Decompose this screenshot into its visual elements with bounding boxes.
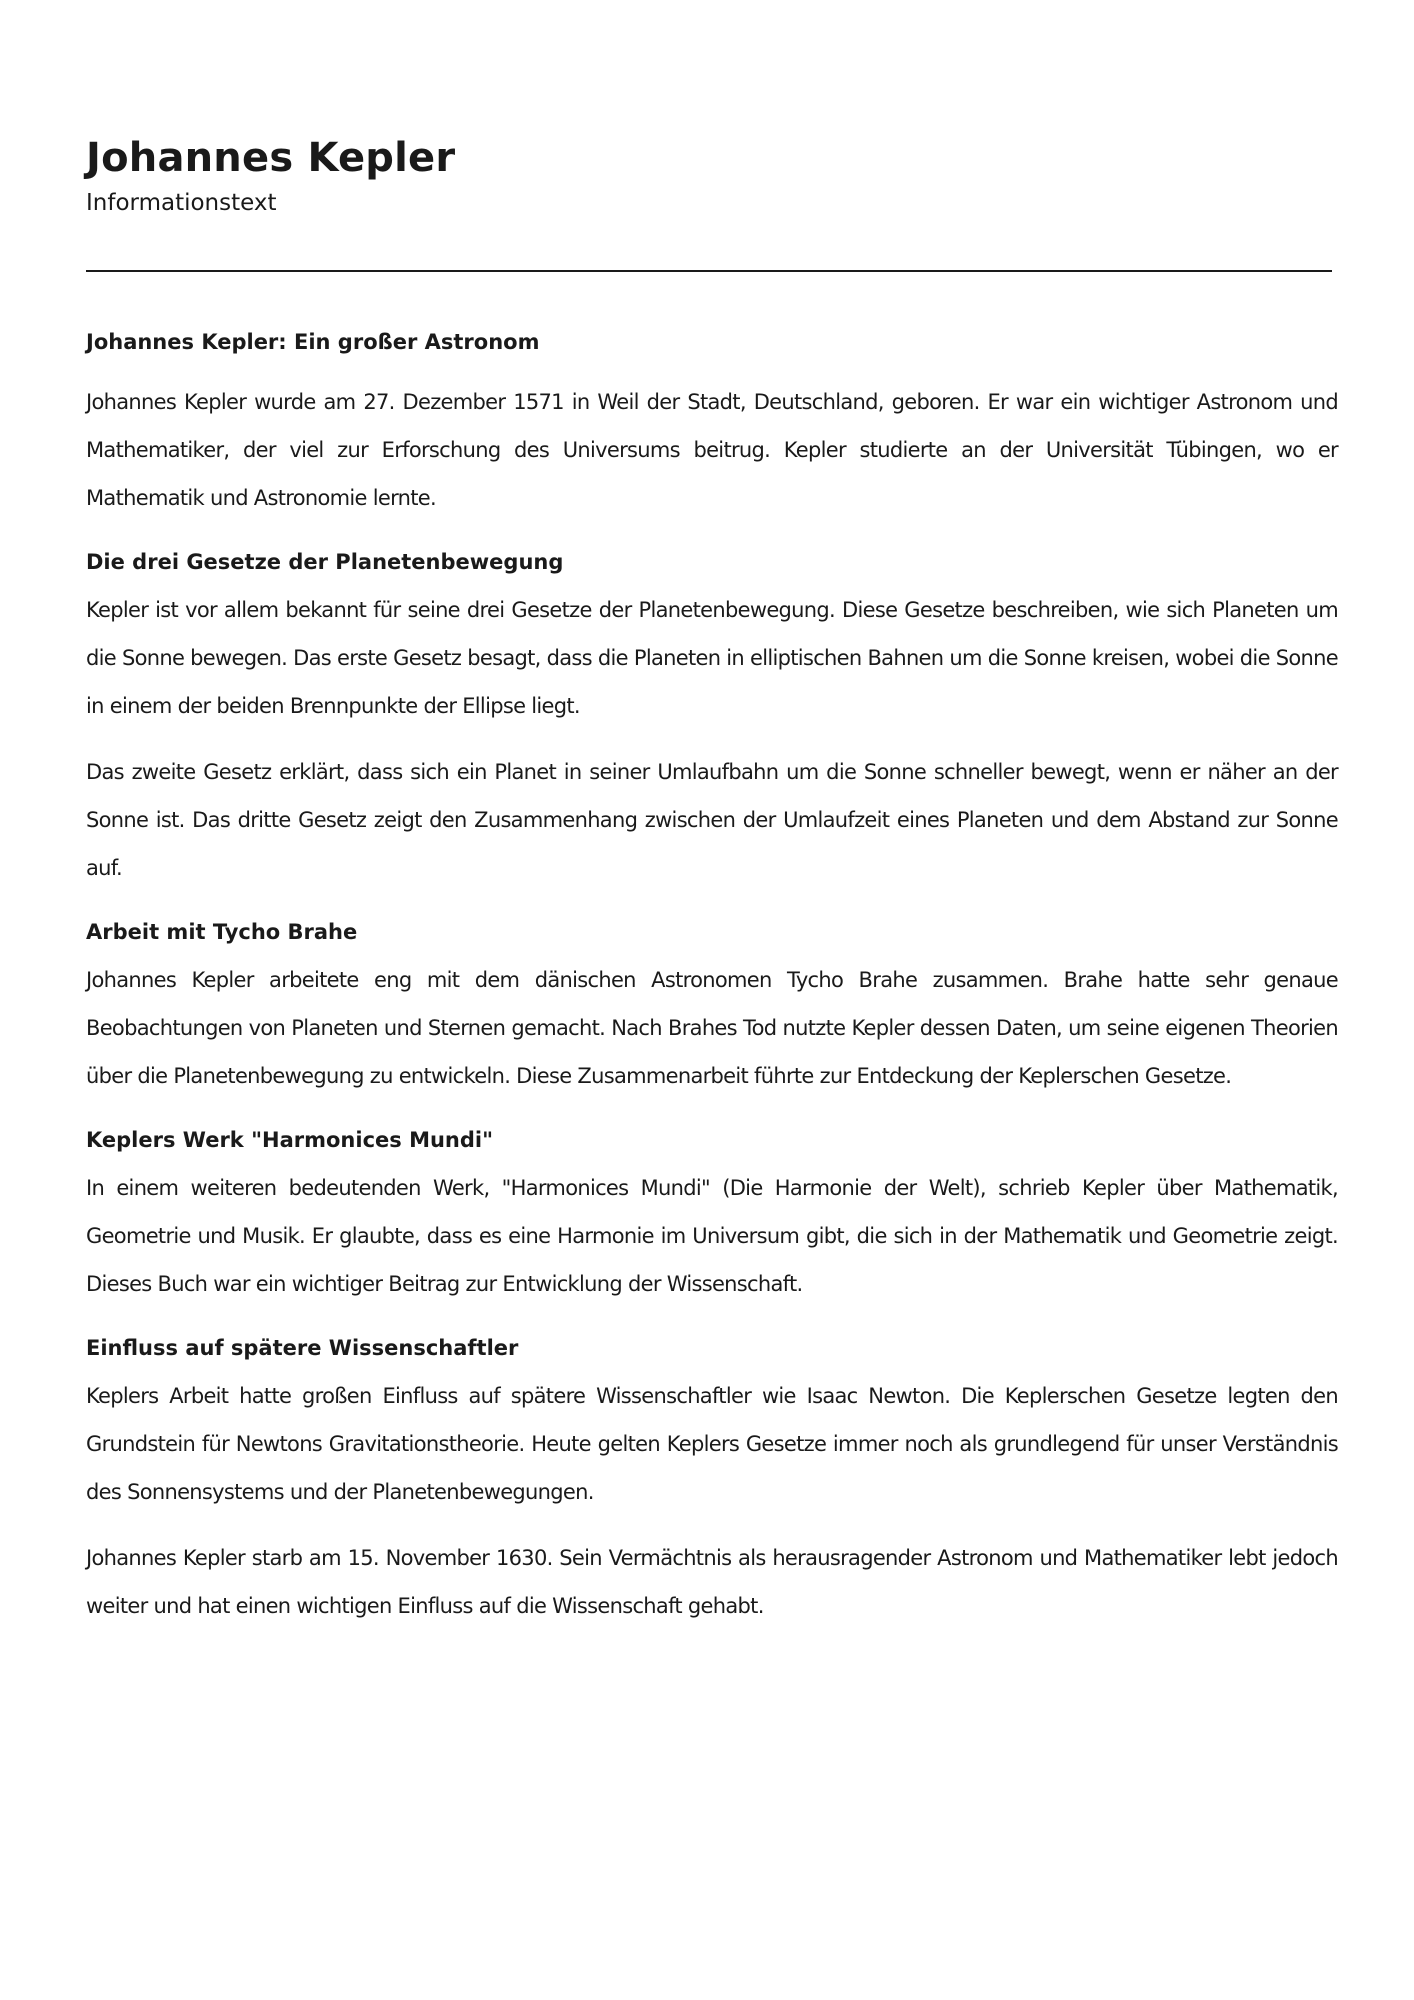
- paragraph: In einem weiteren bedeutenden Werk, "Harmonices Mundi" (Die Harmonie der Welt), schrieb Kepler über Mathematik, Geometrie und Musik. Er glaubte, dass es eine Harmonie im Universum gibt, die sich in der Mathematik und Geometrie zeigt. Dieses Buch war ein wichtiger Beitrag zur Entwicklung der Wissenschaft.: [86, 1176, 1338, 1296]
- section-tycho-brahe: [86, 908, 1338, 1100]
- section-laws: [86, 538, 1338, 892]
- section-harmonices-mundi: [86, 1116, 1338, 1308]
- section-heading: Einfluss auf spätere Wissenschaftler: [86, 1336, 519, 1360]
- paragraph: Johannes Kepler starb am 15. November 1630. Sein Vermächtnis als herausragender Astronom und Mathematiker lebt jedoch weiter und hat einen wichtigen Einfluss auf die Wissenschaft gehabt.: [86, 1546, 1338, 1618]
- section-heading: Arbeit mit Tycho Brahe: [86, 920, 358, 944]
- paragraph: Kepler ist vor allem bekannt für seine drei Gesetze der Planetenbewegung. Diese Gesetze beschreiben, wie sich Planeten um die Sonne bewegen. Das erste Gesetz besagt, dass die Planeten in elliptischen Bahnen um die Sonne kreisen, wobei die Sonne in einem der beiden Brennpunkte der Ellipse liegt.: [86, 598, 1338, 718]
- paragraph: Johannes Kepler arbeitete eng mit dem dänischen Astronomen Tycho Brahe zusammen. Brahe hatte sehr genaue Beobachtungen von Planeten und Sternen gemacht. Nach Brahes Tod nutzte Kepler dessen Daten, um seine eigenen Theorien über die Planetenbewegung zu entwickeln. Diese Zusammenarbeit führte zur Entdeckung der Keplerschen Gesetze.: [86, 968, 1338, 1088]
- paragraph: Keplers Arbeit hatte großen Einfluss auf spätere Wissenschaftler wie Isaac Newton. Die Keplerschen Gesetze legten den Grundstein für Newtons Gravitationstheorie. Heute gelten Keplers Gesetze immer noch als grundlegend für unser Verständnis des Sonnensystems und der Planetenbewegungen.: [86, 1384, 1338, 1504]
- paragraph: Das zweite Gesetz erklärt, dass sich ein Planet in seiner Umlaufbahn um die Sonne schneller bewegt, wenn er näher an der Sonne ist. Das dritte Gesetz zeigt den Zusammenhang zwischen der Umlaufzeit eines Planeten und dem Abstand zur Sonne auf.: [86, 760, 1338, 880]
- section-heading: Die drei Gesetze der Planetenbewegung: [86, 550, 564, 574]
- title-divider: [86, 270, 1332, 272]
- document-title: Johannes Kepler: [86, 135, 456, 181]
- document-body: [86, 318, 1338, 1630]
- section-heading: Keplers Werk "Harmonices Mundi": [86, 1128, 494, 1152]
- section-influence: [86, 1324, 1338, 1630]
- document-subtitle: Informationstext: [86, 190, 277, 216]
- paragraph: Johannes Kepler wurde am 27. Dezember 1571 in Weil der Stadt, Deutschland, geboren. Er war ein wichtiger Astronom und Mathematiker, der viel zur Erforschung des Universums beitrug. Kepler studierte an der Universität Tübingen, wo er Mathematik und Astronomie lernte.: [86, 390, 1338, 510]
- section-intro: [86, 318, 1338, 522]
- section-heading: Johannes Kepler: Ein großer Astronom: [86, 330, 540, 354]
